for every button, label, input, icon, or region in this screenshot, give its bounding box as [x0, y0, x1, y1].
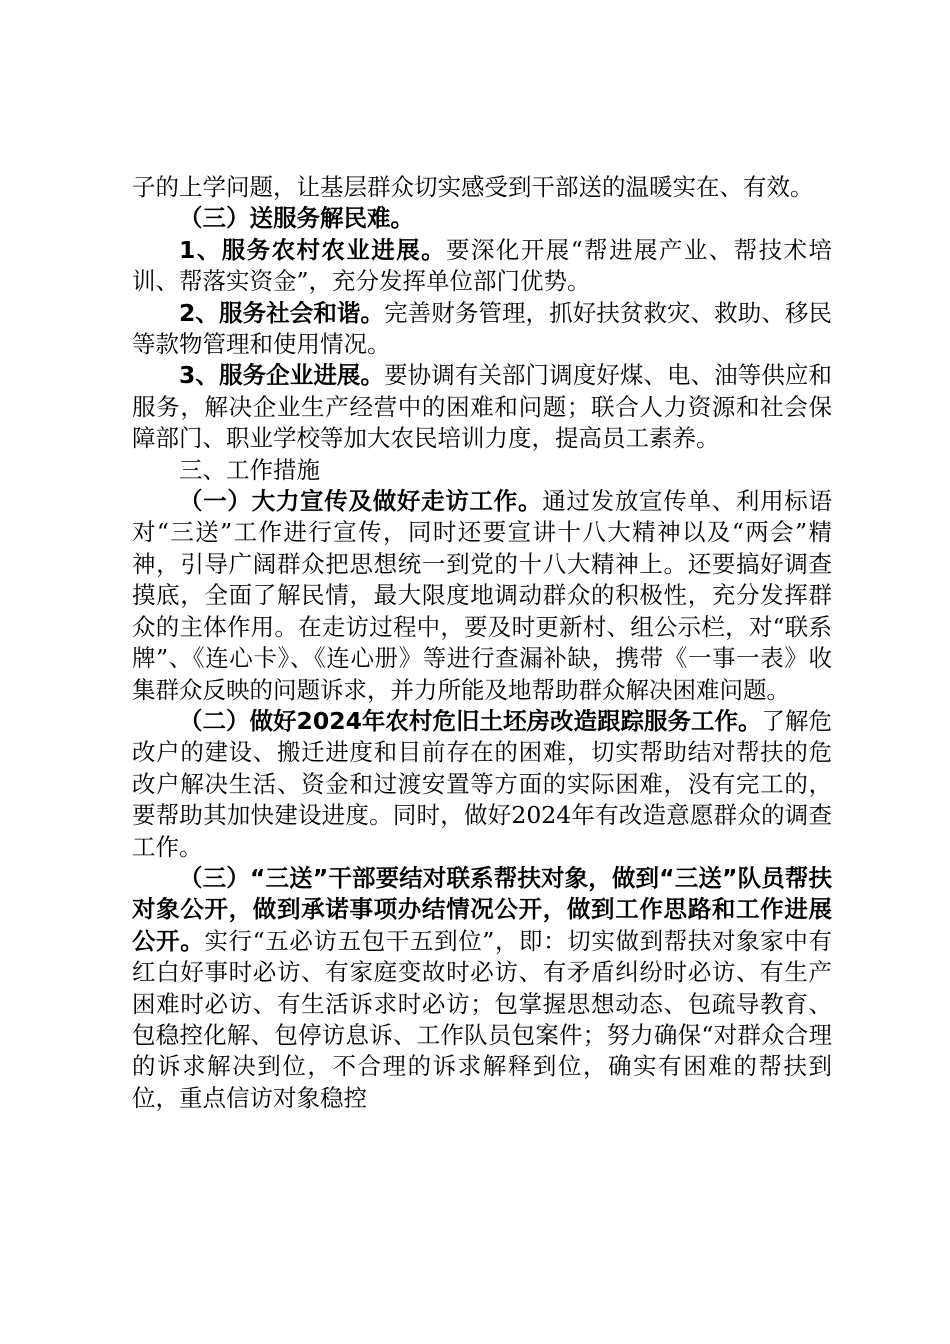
paragraph-text: 子的上学问题，让基层群众切实感受到干部送的温暖实在、有效。 — [132, 173, 814, 201]
paragraph-social-harmony — [132, 298, 832, 361]
paragraph-lead: 2、服务社会和谐。 — [179, 298, 385, 327]
paragraph-lead: （一）大力宣传及做好走访工作。 — [179, 487, 543, 516]
paragraph-cadre-pairing — [132, 863, 832, 1114]
section-heading-measures — [132, 455, 832, 486]
paragraph-lead: 3、服务企业进展。 — [179, 361, 385, 390]
subsection-heading-services — [132, 203, 832, 234]
paragraph-lead: 1、服务农村农业进展。 — [179, 235, 447, 264]
paragraph-rural-agriculture — [132, 235, 832, 298]
paragraph-text: 完善财务管理，抓好扶贫救灾、救助、移民等款物管理和使用情况。 — [132, 298, 833, 359]
paragraph-text: 实行“五必访五包干五到位”，即：切实做到帮扶对象家中有红白好事时必访、有家庭变故时必访、有矛盾纠纷时必访、有生产困难时必访、有生活诉求时必访；包掌握思想动态、包疏导教育、包稳控化解、包停访息诉、工作队员包案件；努力确保“对群众合理的诉求解决到位，不合理的诉求解释到位，确实有困难的帮扶到位，重点信访对象稳控 — [132, 926, 832, 1112]
paragraph-text: 通过发放宣传单、利用标语对“三送”工作进行宣传，同时还要宣讲十八大精神以及“两会”精神，引导广阔群众把思想统一到党的十八大精神上。还要搞好调查摸底，全面了解民情，最大限度地调动群众的积极性，充分发挥群众的主体作用。在走访过程中，要及时更新村、组公示栏，对“联系牌”、《连心卡》、《连心册》等进行查漏补缺，携带《一事一表》收集群众反映的问题诉求，并力所能及地帮助群众解决困难问题。 — [132, 487, 833, 704]
paragraph-publicity-visits — [132, 486, 832, 706]
paragraph-lead: （三）送服务解民难。 — [179, 204, 414, 233]
paragraph-continuation — [132, 172, 832, 203]
paragraph-text: 要协调有关部门调度好煤、电、油等供应和服务，解决企业生产经营中的困难和问题；联合人力资源和社会保障部门、职业学校等加大农民培训力度，提高员工素养。 — [132, 361, 833, 453]
section-heading: 三、工作措施 — [179, 455, 320, 484]
paragraph-lead: （三）“三送”干部要结对联系帮扶对象，做到“三送”队员帮扶对象公开，做到承诺事项办结情况公开，做到工作思路和工作进展公开。 — [132, 863, 832, 955]
paragraph-lead: （二）做好2024年农村危旧土坯房改造跟踪服务工作。 — [179, 706, 762, 735]
paragraph-enterprise — [132, 360, 832, 454]
document-body — [132, 172, 832, 1114]
paragraph-housing-renovation — [132, 706, 832, 863]
paragraph-text: 要深化开展“帮进展产业、帮技术培训、帮落实资金”，充分发挥单位部门优势。 — [132, 235, 832, 296]
paragraph-text: 了解危改户的建设、搬迁进度和目前存在的困难，切实帮助结对帮扶的危改户解决生活、资金和过渡安置等方面的实际困难，没有完工的，要帮助其加快建设进度。同时，做好2024年有改造意愿群众的调查工作。 — [132, 706, 833, 861]
